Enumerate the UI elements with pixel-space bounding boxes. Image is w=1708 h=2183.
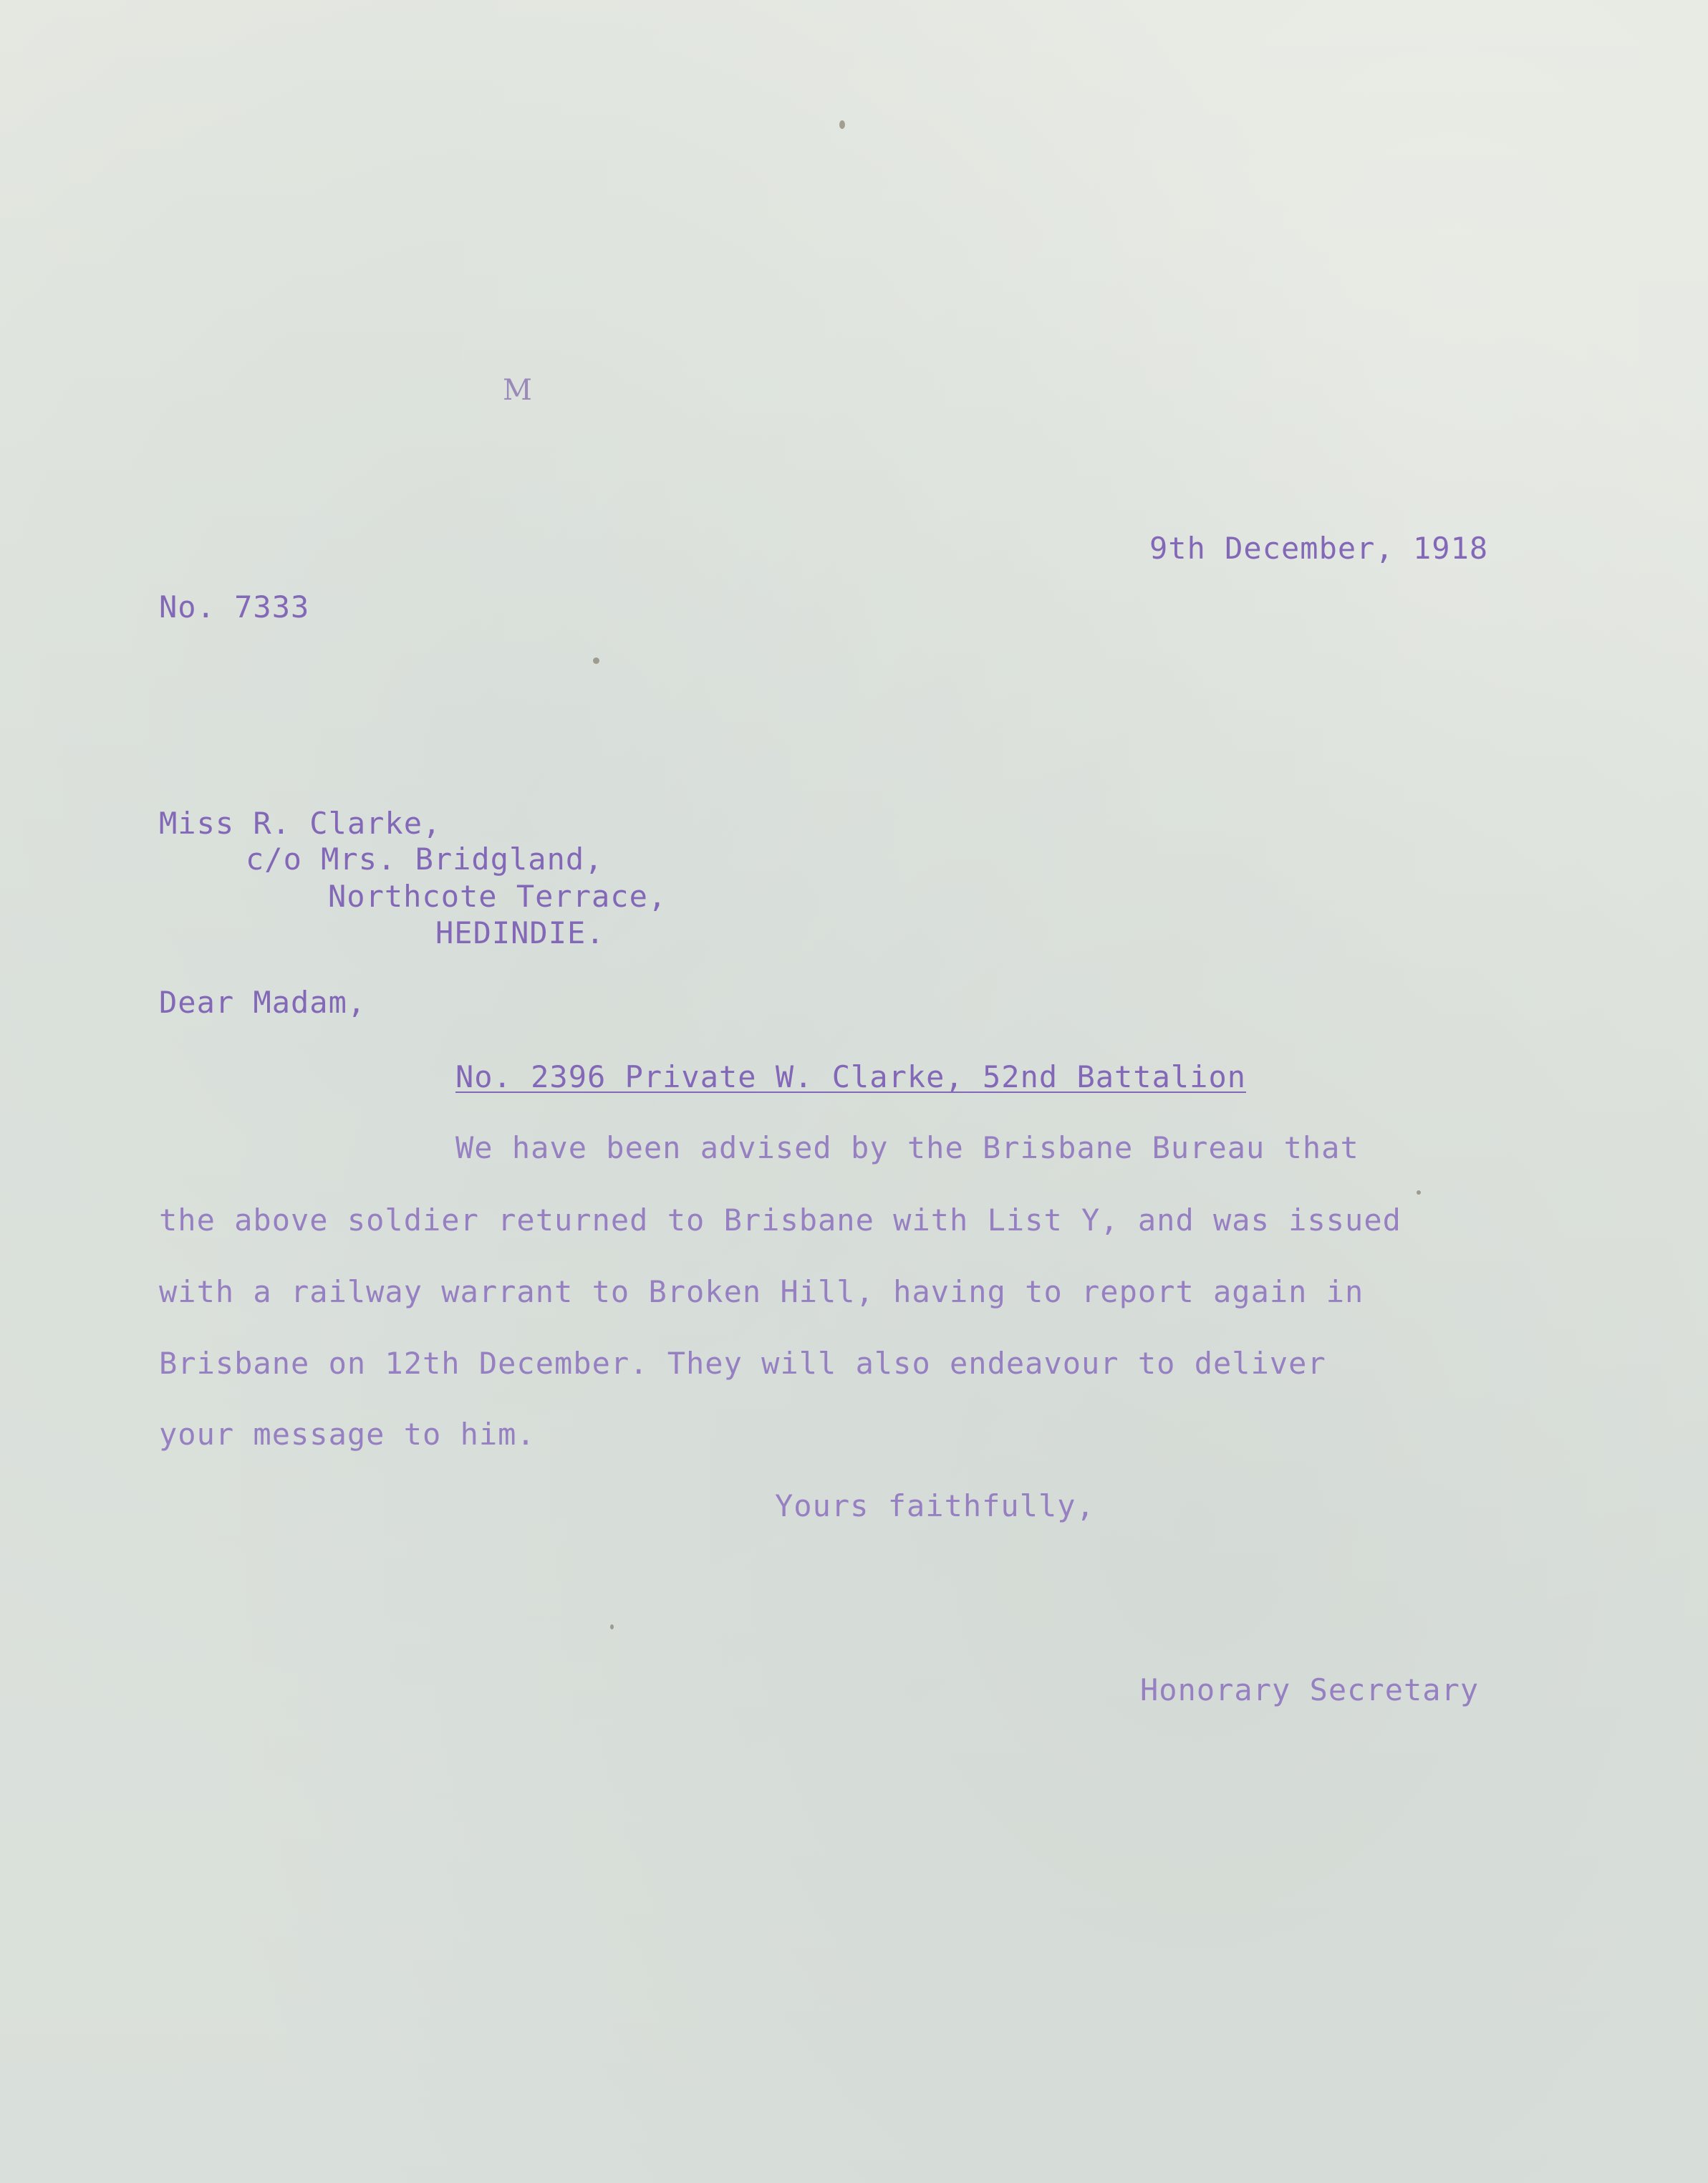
recipient-street: Northcote Terrace, [328, 879, 667, 914]
closing: Yours faithfully, [775, 1488, 1095, 1523]
paper-speck [1417, 1190, 1421, 1195]
paper-speck [610, 1624, 614, 1629]
body-line: your message to him. [159, 1417, 536, 1452]
letter-date: 9th December, 1918 [1149, 531, 1489, 566]
body-line: with a railway warrant to Broken Hill, having to report again in [159, 1274, 1364, 1309]
paper-speck [839, 120, 845, 129]
typist-initial: M [503, 374, 533, 407]
body-line: We have been advised by the Brisbane Bureau that [455, 1130, 1359, 1165]
reference-number: No. 7333 [159, 589, 310, 625]
salutation: Dear Madam, [159, 985, 367, 1020]
recipient-name: Miss R. Clarke, [159, 806, 442, 841]
signatory-title: Honorary Secretary [1140, 1672, 1480, 1707]
body-line: the above soldier returned to Brisbane with List Y, and was issued [159, 1203, 1401, 1238]
recipient-town: HEDINDIE. [435, 915, 605, 950]
body-line: Brisbane on 12th December. They will also endeavour to deliver [159, 1346, 1326, 1381]
recipient-care-of: c/o Mrs. Bridgland, [246, 842, 604, 877]
subject-line: No. 2396 Private W. Clarke, 52nd Battalion [455, 1059, 1247, 1094]
paper-speck [593, 657, 599, 664]
